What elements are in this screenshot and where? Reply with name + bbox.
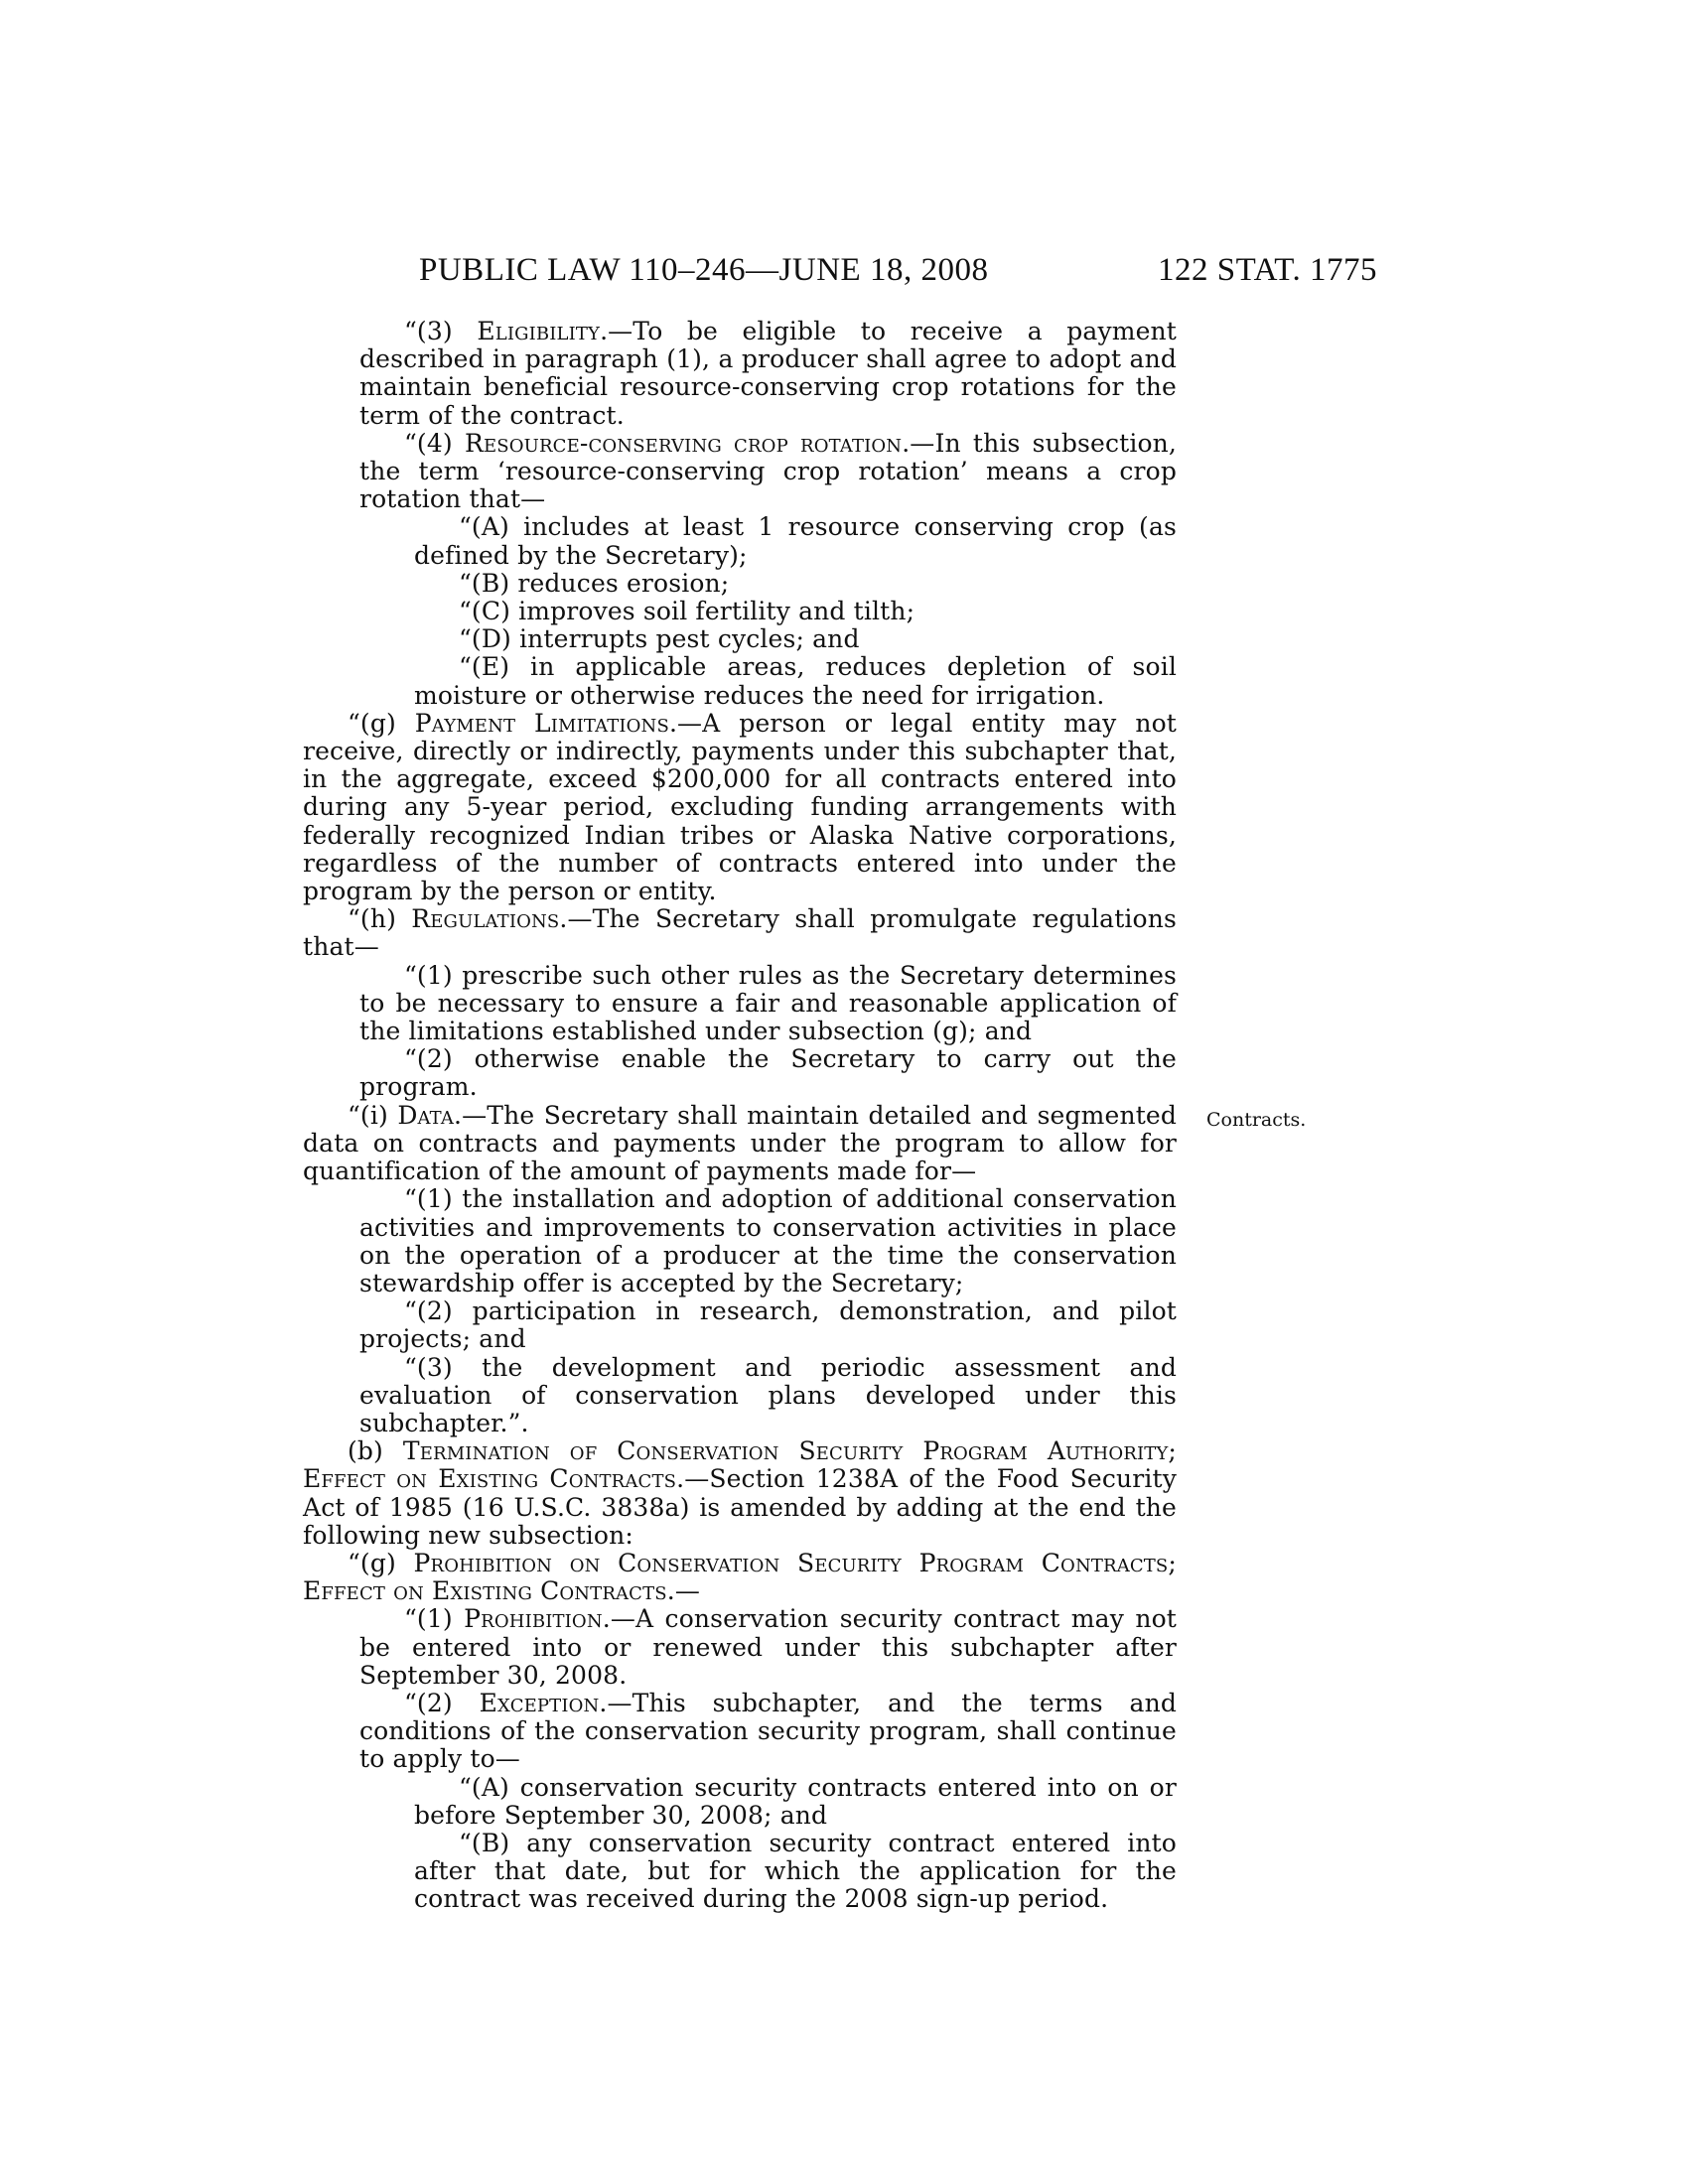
- paragraph-text: .—This subchapter, and the terms and conditions of the conservation security program, shall continue to apply to—: [359, 1688, 1177, 1774]
- paragraph-designation: “(4): [404, 428, 465, 458]
- paragraph-text: “(A) includes at least 1 resource conserving crop (as defined by the Secretary);: [414, 512, 1177, 570]
- statute-paragraph: [303, 962, 1177, 1046]
- paragraph-heading: Termination of Conservation Security Program Authority; Effect on Existing Contracts: [303, 1436, 1177, 1494]
- public-law-title: PUBLIC LAW 110–246—JUNE 18, 2008: [419, 252, 989, 288]
- paragraph-text: .—A person or legal entity may not receive, directly or indirectly, payments under this subchapter that, in the aggregate, exceed $200,000 for all contracts entered into during any 5-year period, excluding funding arrangements with federally recognized Indian tribes or Alaska Native corporations, regardless of the number of contracts entered into under the program by the person or entity.: [303, 708, 1177, 906]
- paragraph-designation: “(2): [404, 1688, 480, 1717]
- paragraph-text: “(2) otherwise enable the Secretary to carry out the program.: [359, 1044, 1177, 1102]
- paragraph-heading: Regulations: [411, 904, 560, 934]
- paragraph-text: “(1) prescribe such other rules as the Secretary determines to be necessary to ensure a fair and reasonable application of the limitations established under subsection (g); and: [359, 960, 1177, 1046]
- statute-paragraph: [303, 1830, 1177, 1914]
- paragraph-text: “(3) the development and periodic assessment and evaluation of conservation plans developed under this subchapter.”.: [359, 1352, 1177, 1437]
- paragraph-heading: Eligibility: [477, 317, 601, 345]
- statute-paragraph: [303, 570, 1177, 598]
- statute-paragraph: [303, 430, 1177, 514]
- paragraph-designation: “(3): [404, 317, 478, 345]
- paragraph-designation: “(i): [348, 1100, 398, 1130]
- statute-page-number: 122 STAT. 1775: [1157, 252, 1377, 288]
- paragraph-text: “(E) in applicable areas, reduces depletion of soil moisture or otherwise reduces the need for irrigation.: [414, 652, 1177, 710]
- statute-paragraph: [303, 1102, 1177, 1186]
- statute-paragraph: [303, 1690, 1177, 1774]
- paragraph-text: “(D) interrupts pest cycles; and: [459, 624, 860, 654]
- statute-paragraph: [303, 598, 1177, 625]
- paragraph-heading: Data: [397, 1100, 454, 1130]
- paragraph-heading: Exception: [479, 1688, 600, 1717]
- paragraph-text: “(B) reduces erosion;: [459, 568, 730, 598]
- paragraph-text: .—: [666, 1576, 700, 1606]
- statute-paragraph: [303, 1437, 1177, 1550]
- margin-note: Contracts.: [1206, 1109, 1307, 1131]
- paragraph-text: .—To be eligible to receive a payment described in paragraph (1), a producer shall agree to adopt and maintain beneficial resource-conserving crop rotations for the term of the contract.: [359, 317, 1178, 430]
- paragraph-designation: “(g): [348, 1548, 414, 1577]
- statute-paragraph: [303, 1045, 1177, 1101]
- paragraph-text: .—A conservation security contract may not be entered into or renewed under this subchapter after September 30, 2008.: [359, 1604, 1177, 1690]
- statute-paragraph: [303, 1550, 1177, 1605]
- paragraph-designation: “(h): [348, 904, 412, 934]
- statute-paragraph: [303, 653, 1177, 709]
- paragraph-text: “(C) improves soil fertility and tilth;: [459, 597, 915, 626]
- paragraph-text: “(2) participation in research, demonstration, and pilot projects; and: [359, 1297, 1177, 1354]
- paragraph-text: .—In this subsection, the term ‘resource-conserving crop rotation’ means a crop rotation that—: [359, 428, 1178, 514]
- paragraph-heading: Prohibition: [464, 1604, 603, 1634]
- paragraph-text: “(B) any conservation security contract entered into after that date, but for which the application for the contract was received during the 2008 sign-up period.: [414, 1828, 1177, 1914]
- statute-paragraph: [303, 1774, 1177, 1830]
- paragraph-text: .—The Secretary shall promulgate regulations that—: [303, 904, 1177, 962]
- statute-paragraph: [303, 318, 1177, 430]
- paragraph-designation: “(1): [404, 1604, 465, 1634]
- paragraph-heading: Payment Limitations: [414, 708, 669, 738]
- paragraph-designation: “(g): [348, 708, 415, 738]
- paragraph-text: .—Section 1238A of the Food Security Act of 1985 (16 U.S.C. 3838a) is amended by adding at the end the following new subsection:: [303, 1464, 1177, 1550]
- paragraph-text: “(1) the installation and adoption of additional conservation activities and improvements to conservation activities in place on the operation of a producer at the time the conservation stewardship offer is accepted by the Secretary;: [359, 1184, 1177, 1297]
- statute-paragraph: [303, 625, 1177, 653]
- paragraph-heading: Resource-conserving crop rotation: [464, 428, 903, 458]
- paragraph-text: “(A) conservation security contracts entered into on or before September 30, 2008; and: [414, 1772, 1177, 1830]
- paragraph-heading: Prohibition on Conservation Security Program Contracts; Effect on Existing Contracts: [303, 1548, 1177, 1606]
- statute-paragraph: [303, 1605, 1177, 1690]
- paragraph-text: .—The Secretary shall maintain detailed and segmented data on contracts and payments under the program to allow for quantification of the amount of payments made for—: [303, 1100, 1178, 1186]
- statute-body: [303, 318, 1177, 1914]
- statute-paragraph: [303, 905, 1177, 961]
- statute-paragraph: [303, 513, 1177, 569]
- statute-paragraph: [303, 1185, 1177, 1297]
- statute-paragraph: [303, 1354, 1177, 1438]
- statute-paragraph: [303, 1297, 1177, 1353]
- statute-paragraph: [303, 710, 1177, 905]
- paragraph-designation: (b): [348, 1436, 403, 1466]
